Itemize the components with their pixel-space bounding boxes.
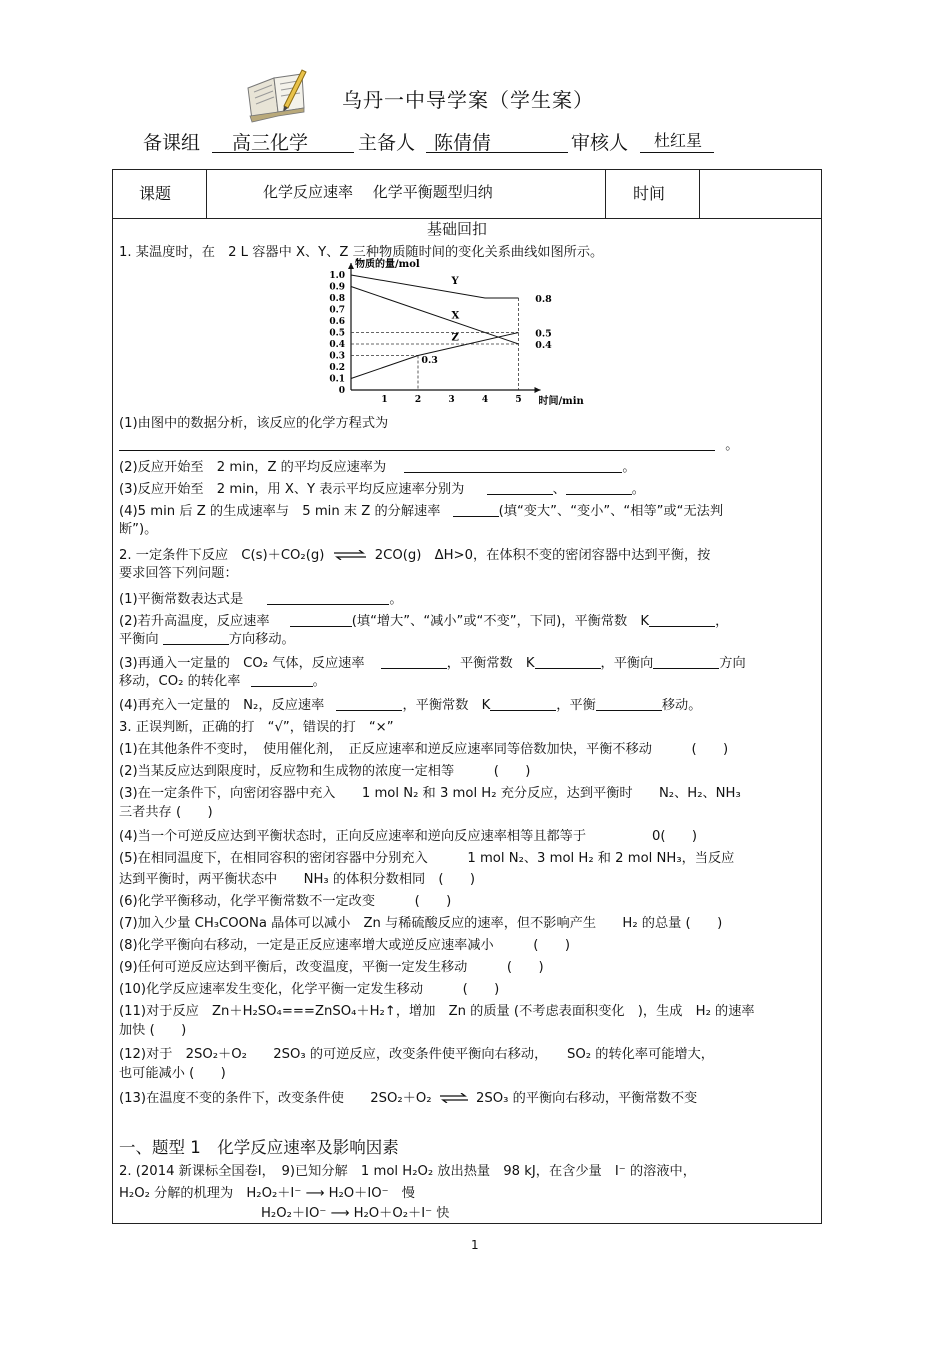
q2-part3-direction-blank[interactable]: [653, 654, 719, 669]
q2-part4c: ，平衡: [556, 698, 596, 713]
q1-part4b: (填“变大”、“变小”、“相等”或“无法判: [498, 504, 724, 519]
q3-item: (8)化学平衡向右移动，一定是正反应速率增大或逆反应速率减小 ( ): [119, 938, 570, 953]
q2-part2d: 平衡向: [119, 632, 159, 647]
series-label-x: X: [451, 310, 460, 322]
q2-part4d: 移动。: [661, 698, 702, 713]
q3-item: (13)在温度不变的条件下，改变条件使 2SO₂＋O₂: [119, 1091, 432, 1106]
q1-part1: (1)由图中的数据分析，该反应的化学方程式为: [119, 416, 389, 431]
q1-rate-z-blank[interactable]: [404, 458, 622, 473]
q2-part3e: 移动，CO₂ 的转化率: [119, 674, 241, 689]
group-label: 备课组: [143, 132, 201, 154]
q3-item: (2)当某反应达到限度时，反应物和生成物的浓度一定相等 ( ): [119, 764, 531, 779]
q3-item: (7)加入少量 CH₃COONa 晶体可以减小 Zn 与稀硫酸反应的速率，但不影响产生 H₂ 的总量 ( ): [119, 916, 723, 931]
q1-part2-end: 。: [622, 460, 636, 475]
value-annotation: 0.5: [535, 328, 552, 340]
q3-item: (4)当一个可逆反应达到平衡状态时，正向反应速率和逆向反应速率相等且都等于 0( ): [119, 829, 698, 844]
q2-part2e: 方向移动。: [228, 632, 295, 647]
equilibrium-arrow-icon: [439, 1093, 469, 1103]
q1-part4c: 断”)。: [119, 522, 158, 537]
q2-part3-k-blank[interactable]: [535, 654, 601, 669]
q2-part2c: ，: [715, 614, 729, 629]
y-axis-label: 物质的量/mol: [355, 259, 420, 270]
q2-part2b: (填“增大”、“减小”或“不变”，下同)，平衡常数 K: [351, 614, 650, 629]
x-tick-label: 5: [515, 395, 522, 405]
q2-part3d: 方向: [719, 656, 746, 671]
value-annotation: 0.3: [421, 354, 438, 366]
q2-part4a: (4)再充入一定量的 N₂，反应速率: [119, 698, 325, 713]
q3-stem: 3. 正误判断，正确的打 “√”，错误的打 “×”: [119, 720, 394, 735]
q2-part1-end: 。: [389, 592, 403, 607]
series-label-y: Y: [451, 276, 459, 288]
q1-rate-x-blank[interactable]: [487, 480, 553, 495]
q2-part1: (1)平衡常数表达式是: [119, 592, 244, 607]
x-axis-label: 时间/min: [538, 396, 584, 407]
book-logo-icon: [244, 66, 308, 124]
q2-part2-rate-blank[interactable]: [290, 612, 352, 627]
value-annotation: 0.4: [535, 340, 552, 351]
q1-part3: (3)反应开始至 2 min，用 X、Y 表示平均反应速率分别为: [119, 482, 465, 497]
table-divider: [699, 170, 700, 218]
q3-item: (10)化学反应速率发生变化，化学平衡一定发生移动 ( ): [119, 982, 500, 997]
q3-item: (6)化学平衡移动，化学平衡常数不一定改变 ( ): [119, 894, 452, 909]
y-tick-label: 0.8: [329, 294, 345, 304]
y-tick-label: 1.0: [329, 271, 345, 281]
section1-title: 一、题型 1 化学反应速率及影响因素: [119, 1138, 399, 1157]
section-title: 基础回扣: [427, 220, 488, 238]
q2-part4-k-blank[interactable]: [490, 696, 556, 711]
table-divider: [605, 170, 606, 218]
q1-part2: (2)反应开始至 2 min，Z 的平均反应速率为: [119, 460, 387, 475]
q2-part3b: ，平衡常数 K: [446, 656, 535, 671]
series-label-z: Z: [451, 332, 459, 344]
q2-part4-shift-blank[interactable]: [596, 696, 662, 711]
q1-part1-end: 。: [725, 438, 739, 453]
x-tick-label: 4: [481, 395, 489, 405]
reviewer-value: 杜红星: [654, 131, 703, 150]
q2-part3a: (3)再通入一定量的 CO₂ 气体，反应速率: [119, 656, 365, 671]
q1-part3-sep: 、: [552, 482, 566, 497]
amount-time-chart: [311, 258, 611, 413]
x-tick-label: 3: [448, 395, 455, 405]
q3-item: (5)在相同温度下，在相同容积的密闭容器中分别充入 1 mol N₂、3 mol H₂ 和 2 mol NH₃，当反应: [119, 851, 735, 866]
q3-item: 2SO₃ 的平衡向右移动，平衡常数不变: [475, 1091, 698, 1106]
q2-part2-direction-blank[interactable]: [163, 630, 229, 645]
series-line-x: [351, 287, 519, 345]
preparer-value-field: [426, 128, 568, 153]
q3-item: (12)对于 2SO₂＋O₂ 2SO₃ 的可逆反应，改变条件使平衡向右移动， SO₂ 的转化率可能增大，: [119, 1047, 714, 1062]
q3-item: 也可能减小 ( ): [119, 1066, 226, 1081]
group-value-field: [212, 128, 354, 153]
y-tick-label: 0.5: [329, 328, 345, 339]
section1-line3: H₂O₂＋IO⁻ ⟶ H₂O＋O₂＋I⁻ 快: [261, 1206, 450, 1221]
y-tick-label: 0.1: [329, 374, 345, 385]
q2-part3-rate-blank[interactable]: [381, 654, 447, 669]
school-title: 乌丹一中导学案（学生案）: [342, 88, 594, 112]
q2-part4-rate-blank[interactable]: [336, 696, 402, 711]
q1-part4a: (4)5 min 后 Z 的生成速率与 5 min 末 Z 的分解速率: [119, 504, 441, 519]
q3-item: (9)任何可逆反应达到平衡后，改变温度，平衡一定发生移动 ( ): [119, 960, 544, 975]
q2-part3-conversion-blank[interactable]: [251, 672, 313, 687]
y-tick-label: 0.2: [329, 363, 345, 373]
y-axis-arrow-icon: [348, 263, 354, 269]
q2-part3f: 。: [312, 674, 326, 689]
q1-stem: 1. 某温度时，在 2 L 容器中 X、Y、Z 三种物质随时间的变化关系曲线如图所示。: [119, 245, 604, 260]
q3-item: 三者共存 ( ): [119, 805, 213, 820]
q2-k-expression-blank[interactable]: [267, 590, 389, 605]
x-axis-arrow-icon: [535, 387, 541, 393]
y-tick-label: 0.4: [329, 340, 345, 350]
q3-item: (1)在其他条件不变时， 使用催化剂， 正反应速率和逆反应速率同等倍数加快，平衡不移动 ( ): [119, 742, 729, 757]
x-tick-label: 2: [414, 395, 422, 405]
q3-item: (11)对于反应 Zn＋H₂SO₄===ZnSO₄＋H₂↑，增加 Zn 的质量 (不考虑表面积变化 )，生成 H₂ 的速率: [119, 1004, 755, 1019]
series-line-y: [351, 275, 519, 298]
topic-value: 化学反应速率 化学平衡题型归纳: [263, 183, 493, 201]
reviewer-value-field: [640, 128, 714, 153]
q3-item: (3)在一定条件下，向密闭容器中充入 1 mol N₂ 和 3 mol H₂ 充分反应，达到平衡时 N₂、H₂、NH₃: [119, 786, 741, 801]
group-value: 高三化学: [232, 132, 309, 154]
q2-stem-c: 要求回答下列问题：: [119, 566, 238, 581]
q2-stem-b: 2CO(g) ΔH>0，在体积不变的密闭容器中达到平衡，按: [374, 548, 711, 563]
worksheet-table: [112, 169, 822, 1224]
q3-item: 达到平衡时，两平衡状态中 NH₃ 的体积分数相同 ( ): [119, 872, 476, 887]
q1-equation-blank[interactable]: [119, 436, 715, 451]
time-label: 时间: [633, 184, 666, 203]
q2-part3c: ，平衡向: [600, 656, 654, 671]
q1-part4-blank[interactable]: [453, 502, 499, 517]
q3-item: 加快 ( ): [119, 1023, 187, 1038]
y-tick-label: 0.3: [329, 351, 345, 362]
q2-part2-k-blank[interactable]: [649, 612, 715, 627]
y-tick-label: 0.6: [329, 317, 345, 327]
q2-part2a: (2)若升高温度，反应速率: [119, 614, 270, 629]
equilibrium-arrow-icon: [333, 550, 367, 560]
q2-stem-a: 2. 一定条件下反应 C(s)＋CO₂(g): [119, 548, 325, 563]
q1-rate-y-blank[interactable]: [566, 480, 632, 495]
y-tick-label: 0.9: [329, 282, 345, 293]
x-tick-label: 1: [381, 395, 388, 405]
q1-part3-end: 。: [631, 482, 645, 497]
preparer-label: 主备人: [358, 132, 416, 154]
value-annotation: 0.8: [535, 294, 552, 305]
page-number: 1: [471, 1238, 479, 1252]
topic-label: 课题: [139, 184, 172, 203]
table-divider: [206, 170, 207, 218]
preparer-value: 陈倩倩: [434, 132, 492, 154]
section1-line1: 2. (2014 新课标全国卷Ⅰ， 9)已知分解 1 mol H₂O₂ 放出热量 98 kJ，在含少量 I⁻ 的溶液中，: [119, 1164, 696, 1179]
y-tick-label: 0: [338, 386, 345, 396]
q2-part4b: ，平衡常数 K: [402, 698, 491, 713]
reviewer-label: 审核人: [571, 132, 629, 154]
section1-line2: H₂O₂ 分解的机理为 H₂O₂＋I⁻ ⟶ H₂O＋IO⁻ 慢: [119, 1186, 415, 1201]
y-tick-label: 0.7: [329, 305, 345, 316]
